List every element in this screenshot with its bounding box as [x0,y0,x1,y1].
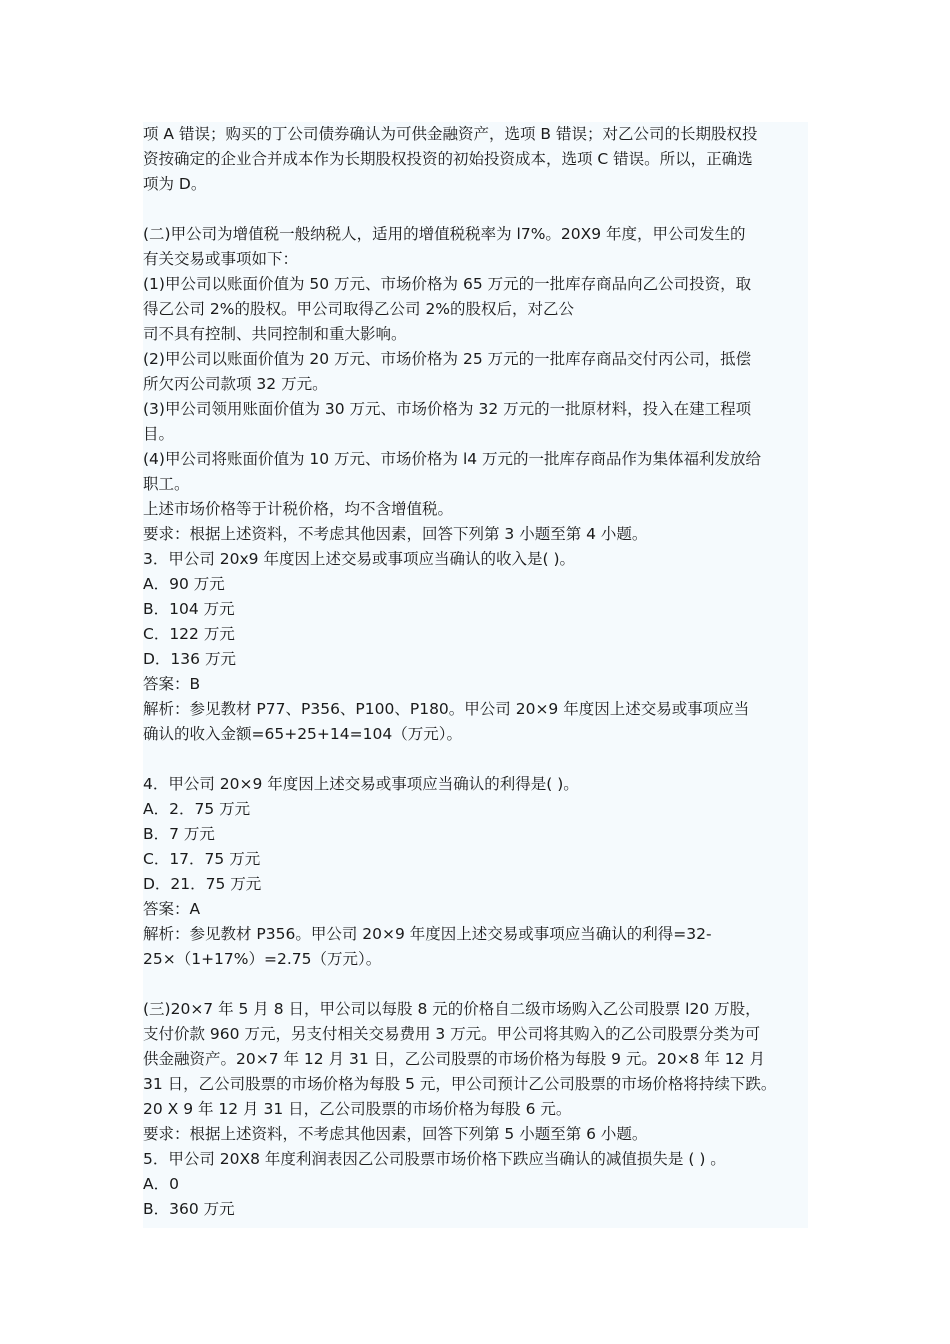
text-line: 支付价款 960 万元，另支付相关交易费用 3 万元。甲公司将其购入的乙公司股票分类为可 [143,1025,761,1043]
text-line: 项 A 错误；购买的丁公司债券确认为可供金融资产，选项 B 错误；对乙公司的长期股权投 [143,125,758,143]
document-body [143,122,808,1228]
answer-option: C．122 万元 [143,625,235,643]
answer-option: A．90 万元 [143,575,225,593]
answer-option: D．21．75 万元 [143,875,262,893]
text-line: 所欠丙公司款项 32 万元。 [143,375,328,393]
explanation-line: 解析：参见教材 P77、P356、P100、P180。甲公司 20×9 年度因上述交易或事项应当 [143,700,750,718]
text-line: 项为 D。 [143,175,207,193]
text-line: 有关交易或事项如下： [143,250,299,268]
answer-option: B．7 万元 [143,825,215,843]
question-stem: 3．甲公司 20x9 年度因上述交易或事项应当确认的收入是( )。 [143,550,575,568]
text-line: (二)甲公司为增值税一般纳税人，适用的增值税税率为 l7%。20X9 年度，甲公司发生的 [143,225,746,243]
text-line: 资按确定的企业合并成本作为长期股权投资的初始投资成本，选项 C 错误。所以，正确选 [143,150,753,168]
answer-option: C．17．75 万元 [143,850,261,868]
text-line: 上述市场价格等于计税价格，均不含增值税。 [143,500,454,518]
text-line: 目。 [143,425,175,443]
paragraph-gap [143,197,808,222]
text-line: 要求：根据上述资料，不考虑其他因素，回答下列第 3 小题至第 4 小题。 [143,525,648,543]
text-line: (3)甲公司领用账面价值为 30 万元、市场价格为 32 万元的一批原材料，投入在建工程项 [143,400,752,418]
paragraph-gap [143,747,808,772]
text-line: 得乙公司 2%的股权。甲公司取得乙公司 2%的股权后，对乙公 [143,300,575,318]
answer-option: B．360 万元 [143,1200,235,1218]
answer-option: A．2．75 万元 [143,800,251,818]
text-line: 供金融资产。20×7 年 12 月 31 日，乙公司股票的市场价格为每股 9 元。20×8 年 12 月 [143,1050,765,1068]
answer-option: A．0 [143,1175,179,1193]
text-line: (4)甲公司将账面价值为 10 万元、市场价格为 l4 万元的一批库存商品作为集体福利发放给 [143,450,762,468]
text-line: 司不具有控制、共同控制和重大影响。 [143,325,407,343]
question-stem: 5．甲公司 20X8 年度利润表因乙公司股票市场价格下跌应当确认的减值损失是 ( ) 。 [143,1150,726,1168]
explanation-line: 确认的收入金额=65+25+14=104（万元）。 [143,725,462,743]
answer-option: D．136 万元 [143,650,236,668]
question-stem: 4．甲公司 20×9 年度因上述交易或事项应当确认的利得是( )。 [143,775,579,793]
text-line: (2)甲公司以账面价值为 20 万元、市场价格为 25 万元的一批库存商品交付丙公司，抵偿 [143,350,752,368]
text-line: 20 X 9 年 12 月 31 日，乙公司股票的市场价格为每股 6 元。 [143,1100,572,1118]
answer-key: 答案：B [143,675,201,693]
answer-option: B．104 万元 [143,600,235,618]
explanation-line: 解析：参见教材 P356。甲公司 20×9 年度因上述交易或事项应当确认的利得=32- [143,925,712,943]
text-line: 要求：根据上述资料，不考虑其他因素，回答下列第 5 小题至第 6 小题。 [143,1125,648,1143]
paragraph-gap [143,972,808,997]
text-line: (三)20×7 年 5 月 8 日，甲公司以每股 8 元的价格自二级市场购入乙公司股票 l20 万股， [143,1000,761,1018]
text-line: (1)甲公司以账面价值为 50 万元、市场价格为 65 万元的一批库存商品向乙公司投资，取 [143,275,752,293]
explanation-line: 25×（1+17%）=2.75（万元）。 [143,950,382,968]
text-line: 职工。 [143,475,190,493]
text-line: 31 日，乙公司股票的市场价格为每股 5 元，甲公司预计乙公司股票的市场价格将持续下跌。 [143,1075,777,1093]
answer-key: 答案：A [143,900,201,918]
